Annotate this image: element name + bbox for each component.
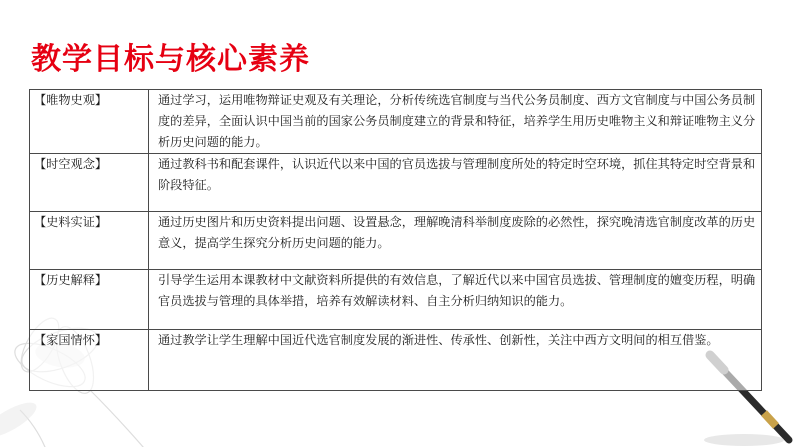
row-description: 通过学习，运用唯物辩证史观及有关理论，分析传统选官制度与当代公务员制度、西方文官制度与中国公务员制度的差异，全面认识中国当前的国家公务员制度建立的背景和特征，培养学生用历史唯物主义和辩证唯物主义分析历史问题的能力。 — [149, 90, 762, 154]
table-row — [30, 270, 762, 330]
row-label: 【历史解释】 — [30, 270, 149, 330]
row-label: 【史料实证】 — [30, 212, 149, 270]
row-description: 通过教学让学生理解中国近代选官制度发展的渐进性、传承性、创新性，关注中西方文明间的相互借鉴。 — [149, 330, 762, 391]
objectives-table — [29, 89, 762, 391]
row-description: 通过历史图片和历史资料提出问题、设置悬念，理解晚清科举制度废除的必然性，探究晚清选官制度改革的历史意义，提高学生探究分析历史问题的能力。 — [149, 212, 762, 270]
row-description: 通过教科书和配套课件，认识近代以来中国的官员选拔与管理制度所处的特定时空环境，抓住其特定时空背景和阶段特征。 — [149, 154, 762, 212]
row-label: 【家国情怀】 — [30, 330, 149, 391]
table-row — [30, 90, 762, 154]
table-row — [30, 212, 762, 270]
page-title: 教学目标与核心素养 — [31, 42, 310, 77]
row-label: 【唯物史观】 — [30, 90, 149, 154]
row-description: 引导学生运用本课教材中文献资料所提供的有效信息，了解近代以来中国官员选拔、管理制度的嬗变历程，明确官员选拔与管理的具体举措，培养有效解读材料、自主分析归纳知识的能力。 — [149, 270, 762, 330]
table-row — [30, 330, 762, 391]
row-label: 【时空观念】 — [30, 154, 149, 212]
table-row — [30, 154, 762, 212]
